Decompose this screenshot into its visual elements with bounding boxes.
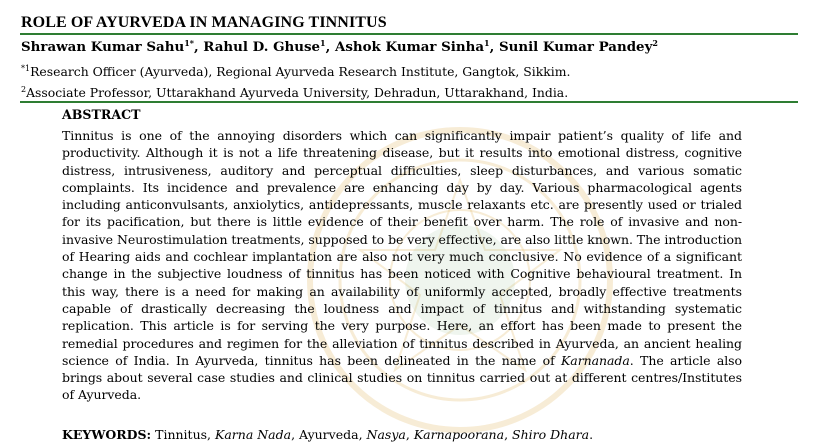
affiliation-text: Associate Professor, Uttarakhand Ayurveda University, Dehradun, Uttarakhand, India.: [26, 85, 569, 100]
affiliation-2: [21, 85, 568, 100]
keyword-item: Tinnitus: [155, 427, 208, 442]
author-sup: 2: [652, 38, 658, 48]
affiliation-text: Research Officer (Ayurveda), Regional Ayurveda Research Institute, Gangtok, Sikkim.: [30, 64, 571, 79]
author-sup: 1*: [184, 38, 194, 48]
keyword-item: Karna Nada: [215, 427, 292, 442]
author-separator: ,: [325, 39, 335, 55]
keyword-item: Shiro Dhara: [512, 427, 590, 442]
title-rule: [20, 33, 798, 35]
author-name: Shrawan Kumar Sahu: [21, 39, 185, 55]
author-name: Rahul D. Ghuse: [203, 39, 321, 55]
abstract-body: [62, 127, 742, 404]
author-name: Ashok Kumar Sinha: [334, 39, 485, 55]
author-separator: ,: [193, 39, 204, 55]
keyword-item: Karnapoorana: [413, 427, 505, 442]
keyword-item: Nasya: [366, 427, 406, 442]
author-list: [21, 39, 658, 55]
affiliation-rule: [20, 101, 798, 103]
abstract-italic-term: Karnanada: [561, 352, 630, 368]
keywords-line: [62, 427, 593, 442]
author-separator: ,: [489, 39, 499, 55]
author-sup: 1: [320, 38, 326, 48]
keyword-item: Ayurveda: [299, 427, 359, 442]
paper-title: ROLE OF AYURVEDA IN MANAGING TINNITUS: [21, 14, 387, 31]
abstract-text-end: . The article also brings about several case studies and clinical studies on tinnitus carried out at different centres/Institutes of Ayurveda.: [62, 352, 743, 403]
author-sup: 1: [484, 38, 490, 48]
keywords-label: KEYWORDS:: [62, 427, 152, 442]
affiliation-sup: 2: [21, 85, 27, 94]
affiliation-sup: *1: [21, 64, 31, 73]
keyword-list: Tinnitus, Karna Nada, Ayurveda, Nasya, Karnapoorana, Shiro Dhara.: [155, 427, 594, 442]
affiliation-1: [21, 64, 570, 79]
abstract-text: Tinnitus is one of the annoying disorders which can significantly impair patient’s quality of life and productivity. Although it is not a life threatening disease, but it results into emotional distress, cognitive distress, intrusiveness, auditory and perceptual difficulties, sleep disturbances, and various somatic complaints. Its incidence and prevalence are enhancing day by day. Various pharmacological agents including anticonvulsants, anxiolytics, antidepressants, muscle relaxants etc. are presently used or trialed for its pacification, but there is little evidence of their benefit over harm. The role of invasive and non-invasive Neurostimulation treatments, supposed to be very effective, are also little known. The introduction of Hearing aids and cochlear implantation are also not very much conclusive. No evidence of a significant change in the subjective loudness of tinnitus has been noticed with Cognitive behavioural treatment. In this way, there is a need for making an availability of uniformly accepted, broadly effective treatments capable of drastically decreasing the loudness and impact of tinnitus and withstanding systematic replication. This article is for serving the very purpose. Here, an effort has been made to present the remedial procedures and regimen for the alleviation of tinnitus described in Ayurveda, an ancient healing science of India. In Ayurveda, tinnitus has been delineated in the name of: [62, 128, 742, 368]
author-name: Sunil Kumar Pandey: [498, 39, 653, 55]
abstract-heading: ABSTRACT: [62, 107, 141, 122]
